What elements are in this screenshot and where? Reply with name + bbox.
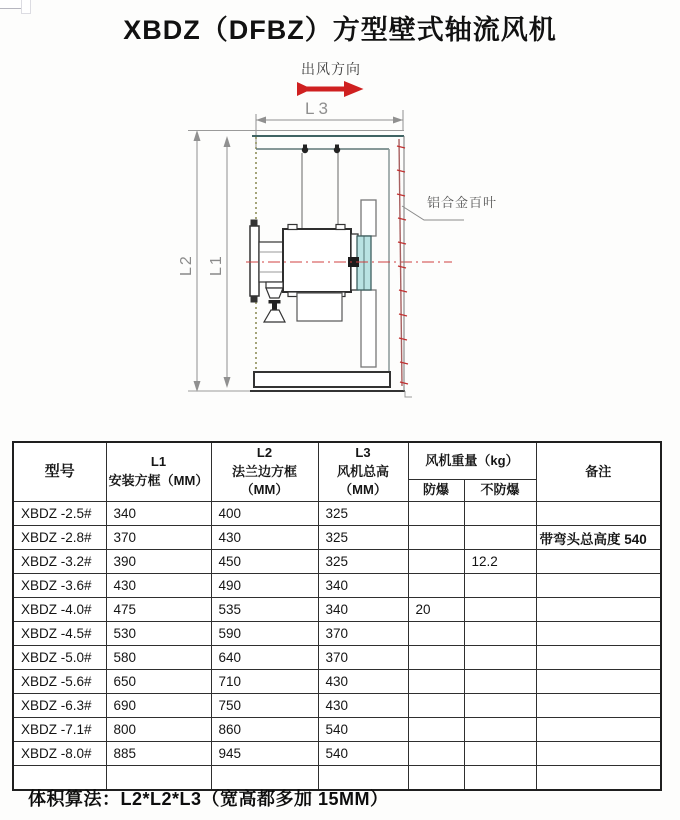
- table-row: [13, 550, 661, 574]
- spec-table: [12, 441, 662, 791]
- cell-l1: 475: [106, 598, 211, 622]
- cell-l1: 580: [106, 646, 211, 670]
- spec-table-body: [13, 502, 661, 791]
- air-direction-label: 出风方向: [301, 61, 361, 77]
- cell-bfb: [464, 574, 536, 598]
- louver: [397, 136, 497, 391]
- cell-bfb: [464, 526, 536, 550]
- cell-fb: [408, 502, 464, 526]
- cell-l2: 535: [211, 598, 318, 622]
- cell-fb: [408, 742, 464, 766]
- col-header-l2: [211, 442, 318, 502]
- cell-model: XBDZ -4.0#: [13, 598, 106, 622]
- cell-bfb: [464, 598, 536, 622]
- cell-l2: 430: [211, 526, 318, 550]
- cell-l1: 530: [106, 622, 211, 646]
- cell-l3: 340: [318, 574, 408, 598]
- cell-fb: [408, 646, 464, 670]
- cell-remark: [536, 622, 661, 646]
- col-header-non-explosion-proof: 不防爆: [464, 480, 536, 502]
- table-row: [13, 526, 661, 550]
- cell-remark: [536, 550, 661, 574]
- cell-l2: 450: [211, 550, 318, 574]
- l1-title: L1: [150, 454, 167, 470]
- cell-l1: 390: [106, 550, 211, 574]
- cell-remark: [536, 646, 661, 670]
- cell-bfb: [464, 622, 536, 646]
- cell-l3: 325: [318, 526, 408, 550]
- l3-dim-label: L3: [305, 99, 332, 118]
- cell-remark: [536, 598, 661, 622]
- cell-fb: [408, 670, 464, 694]
- cell-remark: [536, 742, 661, 766]
- table-row: [13, 574, 661, 598]
- cell-model: XBDZ -4.5#: [13, 622, 106, 646]
- cell-l3: 540: [318, 742, 408, 766]
- cell-fb: [408, 766, 464, 791]
- cell-l1: 800: [106, 718, 211, 742]
- table-row: [13, 742, 661, 766]
- cell-remark: [536, 766, 661, 791]
- cell-bfb: 12.2: [464, 550, 536, 574]
- cell-l3: 370: [318, 646, 408, 670]
- cell-model: XBDZ -5.0#: [13, 646, 106, 670]
- cell-l3: 325: [318, 550, 408, 574]
- col-header-l3: [318, 442, 408, 502]
- volume-formula: 体积算法：L2*L2*L3（宽高都多加 15MM）: [28, 789, 389, 809]
- cell-fb: [408, 622, 464, 646]
- cell-remark: [536, 502, 661, 526]
- cell-remark: [536, 718, 661, 742]
- cell-remark: 带弯头总高度 540: [536, 526, 661, 550]
- louver-label: 铝合金百叶: [427, 195, 498, 210]
- table-row: [13, 694, 661, 718]
- motor: [250, 220, 358, 323]
- cell-l1: 430: [106, 574, 211, 598]
- cell-model: XBDZ -3.6#: [13, 574, 106, 598]
- l2-title: L2: [256, 444, 273, 460]
- cell-fb: [408, 694, 464, 718]
- cell-model: XBDZ -2.5#: [13, 502, 106, 526]
- dimension-l1: [208, 136, 231, 388]
- l2-dim-label: L2: [178, 254, 195, 276]
- cell-model: XBDZ -6.3#: [13, 694, 106, 718]
- cell-bfb: [464, 502, 536, 526]
- cell-l3: 325: [318, 502, 408, 526]
- l3-unit: （MM）: [339, 482, 387, 498]
- table-row: [13, 718, 661, 742]
- cell-fb: [408, 550, 464, 574]
- cell-l3: 430: [318, 670, 408, 694]
- table-row: [13, 646, 661, 670]
- table-row: [13, 502, 661, 526]
- table-row: [13, 622, 661, 646]
- cell-bfb: [464, 742, 536, 766]
- cell-fb: [408, 718, 464, 742]
- cell-l2: 400: [211, 502, 318, 526]
- cell-model: XBDZ -3.2#: [13, 550, 106, 574]
- l3-title: L3: [355, 444, 371, 460]
- col-header-l1: [106, 442, 211, 502]
- cell-fb: [408, 574, 464, 598]
- air-flow-arrow: [297, 61, 364, 97]
- col-header-explosion-proof: 防爆: [408, 480, 464, 502]
- cell-fb: 20: [408, 598, 464, 622]
- cell-l1: 650: [106, 670, 211, 694]
- cell-l1: 690: [106, 694, 211, 718]
- cell-bfb: [464, 718, 536, 742]
- cell-model: XBDZ -5.6#: [13, 670, 106, 694]
- cell-l2: 750: [211, 694, 318, 718]
- cell-l3: 540: [318, 718, 408, 742]
- cell-remark: [536, 574, 661, 598]
- col-header-remark: 备注: [536, 442, 661, 502]
- cell-l3: 340: [318, 598, 408, 622]
- cell-remark: [536, 670, 661, 694]
- cell-l2: 640: [211, 646, 318, 670]
- cell-l1: 370: [106, 526, 211, 550]
- table-row: [13, 598, 661, 622]
- cell-l3: 370: [318, 622, 408, 646]
- cell-l3: 430: [318, 694, 408, 718]
- l2-sub: 法兰边方框: [231, 463, 297, 479]
- cell-model: XBDZ -7.1#: [13, 718, 106, 742]
- cell-model: XBDZ -8.0#: [13, 742, 106, 766]
- page-title: XBDZ（DFBZ）方型壁式轴流风机: [123, 15, 557, 45]
- cell-bfb: [464, 646, 536, 670]
- cell-l1: 885: [106, 742, 211, 766]
- l1-dim-label: L1: [208, 254, 225, 276]
- cell-l2: 710: [211, 670, 318, 694]
- cell-remark: [536, 694, 661, 718]
- l1-sub: 安装方框（MM）: [108, 473, 209, 488]
- cell-bfb: [464, 766, 536, 791]
- cell-bfb: [464, 670, 536, 694]
- dimension-l2: [178, 130, 201, 392]
- l2-unit: （MM）: [240, 482, 289, 498]
- cell-l2: 945: [211, 742, 318, 766]
- cell-bfb: [464, 694, 536, 718]
- cell-model: XBDZ -2.8#: [13, 526, 106, 550]
- cell-fb: [408, 526, 464, 550]
- col-header-model: 型号: [13, 442, 106, 502]
- l3-sub: 风机总高: [336, 463, 389, 479]
- col-header-weight: 风机重量（kg）: [408, 442, 536, 480]
- cell-l2: 590: [211, 622, 318, 646]
- table-row: [13, 670, 661, 694]
- cell-l2: 860: [211, 718, 318, 742]
- cell-l1: 340: [106, 502, 211, 526]
- dimension-l3: [256, 99, 403, 149]
- cell-l2: 490: [211, 574, 318, 598]
